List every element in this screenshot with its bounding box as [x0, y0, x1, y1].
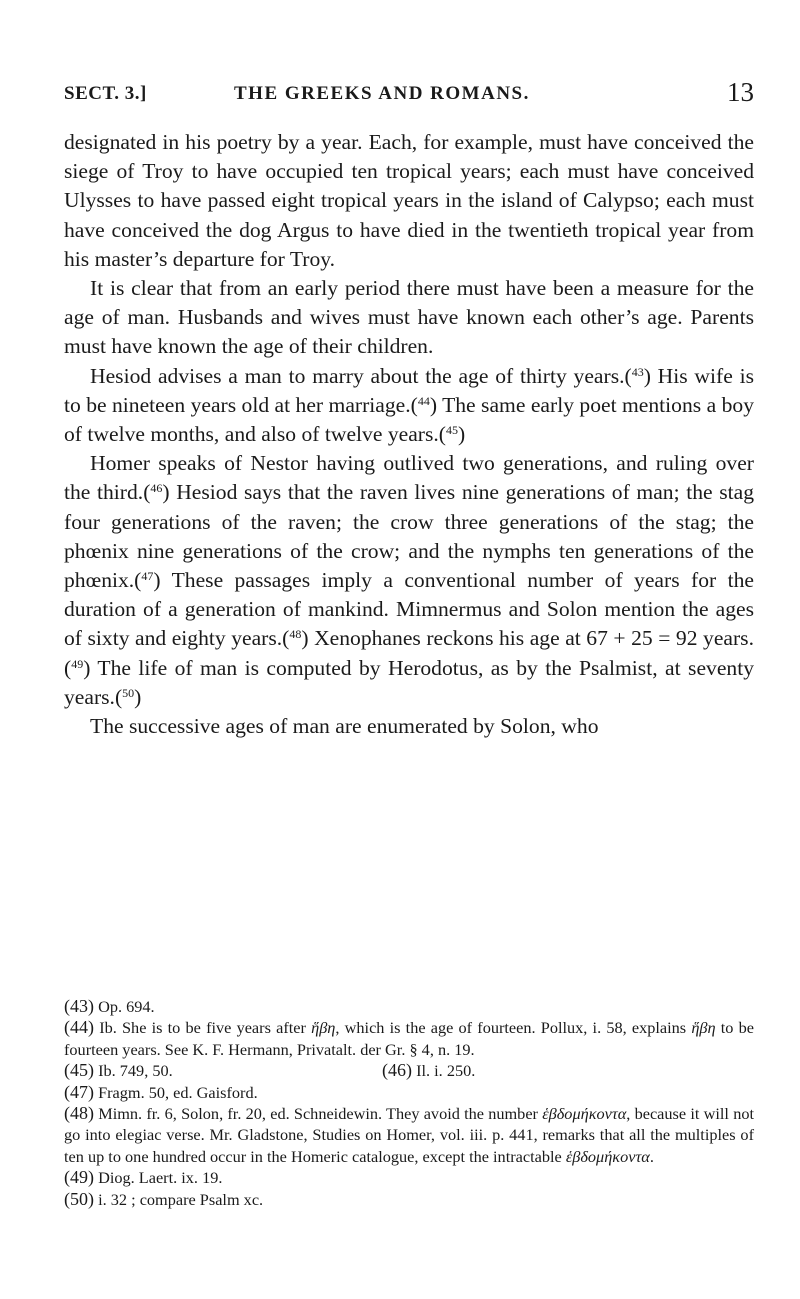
footnote-46: (46) Il. i. 250.: [382, 1060, 476, 1081]
paragraph-2: It is clear that from an early period there must have been a measure for the age of man. Husbands and wives must have known each other’s age. Parents must have known the age of their children.: [64, 276, 754, 359]
footnote-ref-45: 45: [445, 423, 458, 438]
paragraph-1: designated in his poetry by a year. Each, for example, must have conceived the siege of Troy to have occupied ten tropical years; each must have conceived Ulysses to have passed eight tropical years in the island of Calypso; each must have conceived the dog Argus to have died in the twentieth tropical year from his master’s departure for Troy.: [64, 130, 754, 271]
footnote-ref-47: 47: [141, 569, 154, 584]
footnote-47: (47) Fragm. 50, ed. Gaisford.: [64, 1081, 258, 1102]
footnote-45: (45) Ib. 749, 50.: [64, 1060, 173, 1081]
footnote-ref-50: 50: [122, 685, 135, 700]
footnote-ref-44: 44: [417, 393, 430, 408]
paragraph-5: The successive ages of man are enumerated by Solon, who: [90, 714, 599, 739]
footnote-50: (50) i. 32 ; compare Psalm xc.: [64, 1188, 264, 1209]
footnote-ref-48: 48: [289, 627, 302, 642]
footnote-44: (44) Ib. She is to be five years after ἥβη, which is the age of fourteen. Pollux, i. 58, explains ἥβη to be fourteen years. See K. F. Hermann, Privatalt. der Gr. § 4, n. 19.: [64, 1017, 754, 1059]
paragraph-4: Homer speaks of Nestor having outlived two generations, and ruling over the third.($^{46}$) Hesiod says that the raven lives nine generations of man; the stag four generations of the raven; the crow three generations of the stag; the phœnix nine generations of the crow; and the nymphs ten generations of the phœnix.($^{47}$) These passages imply a conventional number of years for the duration of a generation of mankind. Mimnermus and Solon mention the ages of sixty and eighty years.($^{48}$) Xenophanes reckons his age at 67 + 25 = 92 years.($^{49}$) The life of man is computed by Herodotus, as by the Psalmist, at seventy years.($^{50}$): [64, 451, 755, 709]
footnote-48: (48) Mimn. fr. 6, Solon, fr. 20, ed. Schneidewin. They avoid the number ἑβδομήκοντα, because it will not go into elegiac verse. Mr. Gladstone, Studies on Homer, vol. iii. p. 441, remarks that all the multiples of ten up to one hundred occur in the Homeric catalogue, except the intractable ἑβδομήκοντα.: [64, 1103, 754, 1166]
footnote-ref-43: 43: [631, 364, 644, 379]
section-label: SECT. 3.]: [64, 83, 147, 104]
footnote-43: (43) Op. 694.: [64, 996, 155, 1016]
footnote-ref-49: 49: [71, 656, 84, 671]
footnote-49: (49) Diog. Laert. ix. 19.: [64, 1167, 223, 1188]
main-text: [64, 128, 754, 741]
page-number: 13: [727, 77, 754, 107]
footnote-pair-45-46: [64, 1060, 754, 1081]
footnotes: [64, 996, 754, 1210]
footnote-ref-46: 46: [150, 481, 163, 496]
page-title: THE GREEKS AND ROMANS.: [234, 83, 530, 104]
paragraph-3: Hesiod advises a man to marry about the age of thirty years.($^{43}$) His wife is to be nineteen years old at her marriage.($^{44}$) The same early poet mentions a boy of twelve months, and also of twelve years.($^{45}$): [64, 363, 754, 447]
running-head: [64, 77, 754, 117]
